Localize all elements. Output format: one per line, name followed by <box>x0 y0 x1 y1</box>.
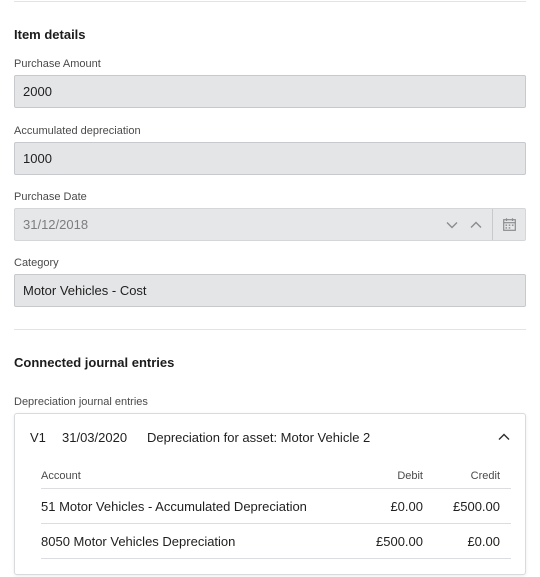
debit-header: Debit <box>397 470 423 482</box>
accumulated-depreciation-label: Accumulated depreciation <box>14 125 141 137</box>
credit-header: Credit <box>470 470 500 482</box>
purchase-amount-label: Purchase Amount <box>14 58 101 70</box>
purchase-date-value: 31/12/2018 <box>23 217 89 232</box>
purchase-date-label: Purchase Date <box>14 191 87 203</box>
row-account: 8050 Motor Vehicles Depreciation <box>41 534 236 549</box>
row-debit: £500.00 <box>376 534 423 549</box>
calendar-icon[interactable] <box>493 209 525 240</box>
top-divider <box>14 1 526 2</box>
connected-journals-title: Connected journal entries <box>14 355 175 370</box>
purchase-amount-field[interactable] <box>14 75 526 108</box>
journal-description: Depreciation for asset: Motor Vehicle 2 <box>147 430 371 445</box>
row-credit: £0.00 <box>467 534 500 549</box>
collapse-chevron-up-icon[interactable] <box>493 426 515 448</box>
chevron-down-icon[interactable] <box>440 209 464 240</box>
section-divider <box>14 329 526 330</box>
chevron-up-icon[interactable] <box>464 209 488 240</box>
depreciation-journals-label: Depreciation journal entries <box>14 396 148 408</box>
journal-entry-card <box>14 413 526 575</box>
table-bottom-divider <box>41 558 511 559</box>
item-details-title: Item details <box>14 27 86 42</box>
accumulated-depreciation-field[interactable] <box>14 142 526 175</box>
journal-table-header <box>41 464 511 488</box>
purchase-date-field[interactable] <box>14 208 526 241</box>
purchase-amount-value: 2000 <box>23 84 52 99</box>
table-row <box>41 488 511 523</box>
journal-date: 31/03/2020 <box>62 430 128 445</box>
category-value: Motor Vehicles - Cost <box>23 283 147 298</box>
account-header: Account <box>41 470 81 482</box>
journal-entry-header[interactable] <box>15 414 525 460</box>
row-debit: £0.00 <box>390 499 423 514</box>
category-label: Category <box>14 257 59 269</box>
row-account: 51 Motor Vehicles - Accumulated Depreciation <box>41 499 307 514</box>
journal-version: V1 <box>30 430 46 445</box>
row-credit: £500.00 <box>453 499 500 514</box>
table-row <box>41 523 511 558</box>
accumulated-depreciation-value: 1000 <box>23 151 52 166</box>
category-field[interactable] <box>14 274 526 307</box>
